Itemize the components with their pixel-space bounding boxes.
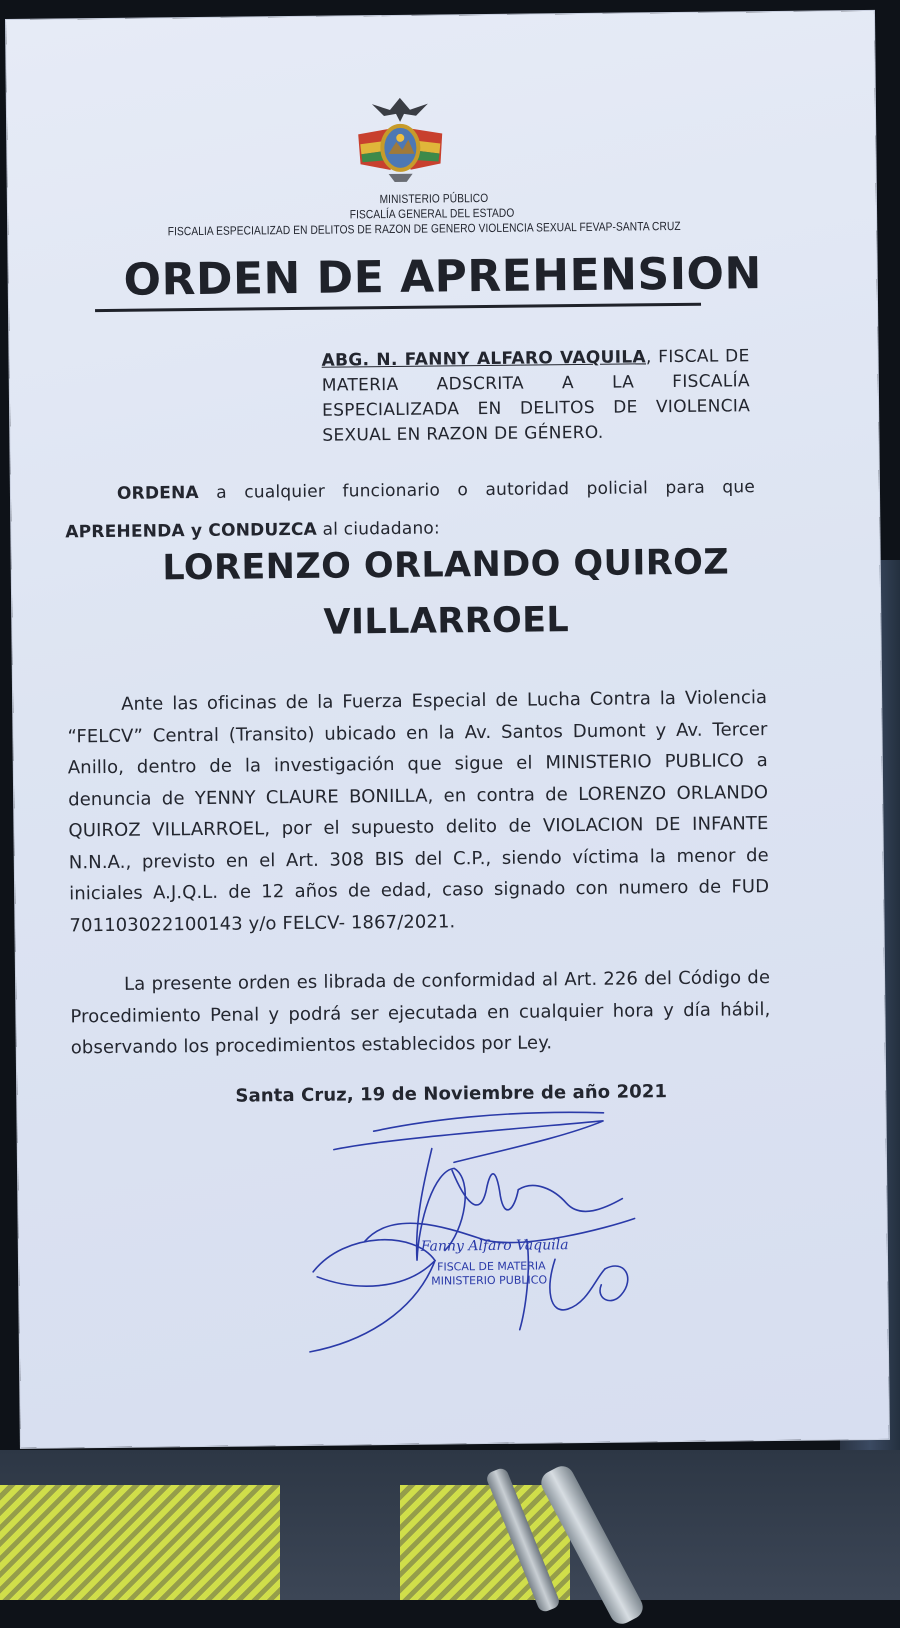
coat-of-arms-icon — [350, 93, 451, 186]
accused-name — [11, 533, 880, 654]
case-paragraph: Ante las oficinas de la Fuerza Especial de Lucha Contra la Violencia “FELCV” Central (Transito) ubicado en la Av. Santos Dumont y Av. Tercer Anillo, dentro de la investigación que sigue el MINISTERIO PUBLICO a denuncia de YENNY CLAURE BONILLA, en contra de LORENZO ORLANDO QUIROZ VILLARROEL, por el supuesto delito de VIOLACION DE INFANTE N.N.A., previsto en el Art. 308 BIS del C.P., siendo víctima la menor de iniciales A.J.Q.L. de 12 años de edad, caso signado con numero de FUD 701103022100143 y/o FELCV- 1867/2021. — [67, 687, 770, 936]
order-apprehend: APREHENDA — [65, 521, 185, 543]
reflective-vest — [0, 1485, 280, 1600]
order-and: y — [184, 520, 209, 542]
header-ministry: MINISTERIO PÚBLICO — [379, 190, 489, 207]
accused-name-line2: VILLARROEL — [323, 600, 570, 643]
header-special-unit: FISCALIA ESPECIALIZAD EN DELITOS DE RAZON DE GENERO VIOLENCIA SEXUAL FEVAP-SANTA CRUZ — [167, 218, 681, 239]
header-fiscalia: FISCALÍA GENERAL DEL ESTADO — [349, 205, 515, 222]
prosecutor-block — [321, 344, 750, 448]
prosecutor-name: ABG. N. FANNY ALFARO VAQUILA — [321, 347, 647, 371]
prosecutor-role: , FISCAL DE MATERIA ADSCRITA A LA FISCALÍA ESPECIALIZADA EN DELITOS DE VIOLENCIA SEXUAL EN RAZON DE GÉNERO. — [321, 346, 751, 446]
order-conduct: CONDUZCA — [208, 519, 318, 541]
date-line: Santa Cruz, 19 de Noviembre de año 2021 — [235, 1081, 668, 1107]
stamp-institution: MINISTERIO PUBLICO — [431, 1273, 548, 1288]
stamp-name: Fanny Alfaro Vaquila — [420, 1237, 569, 1255]
order-citizen-text: al ciudadano: — [316, 518, 441, 540]
order-text: a cualquier funcionario o autoridad policial para que — [198, 477, 756, 504]
document-title: ORDEN DE APREHENSION — [123, 248, 763, 306]
accused-name-line1: LORENZO ORLANDO QUIROZ — [162, 542, 730, 589]
order-keyword: ORDENA — [116, 483, 199, 504]
signature-stamp — [303, 1108, 646, 1362]
document-page — [6, 11, 889, 1448]
legal-basis-paragraph: La presente orden es librada de conformidad al Art. 226 del Código de Procedimiento Penal y podrá ser ejecutada en cualquier hora y día hábil, observando los procedimientos establecidos por Ley. — [70, 967, 771, 1059]
stamp-title: FISCAL DE MATERIA — [437, 1259, 546, 1274]
